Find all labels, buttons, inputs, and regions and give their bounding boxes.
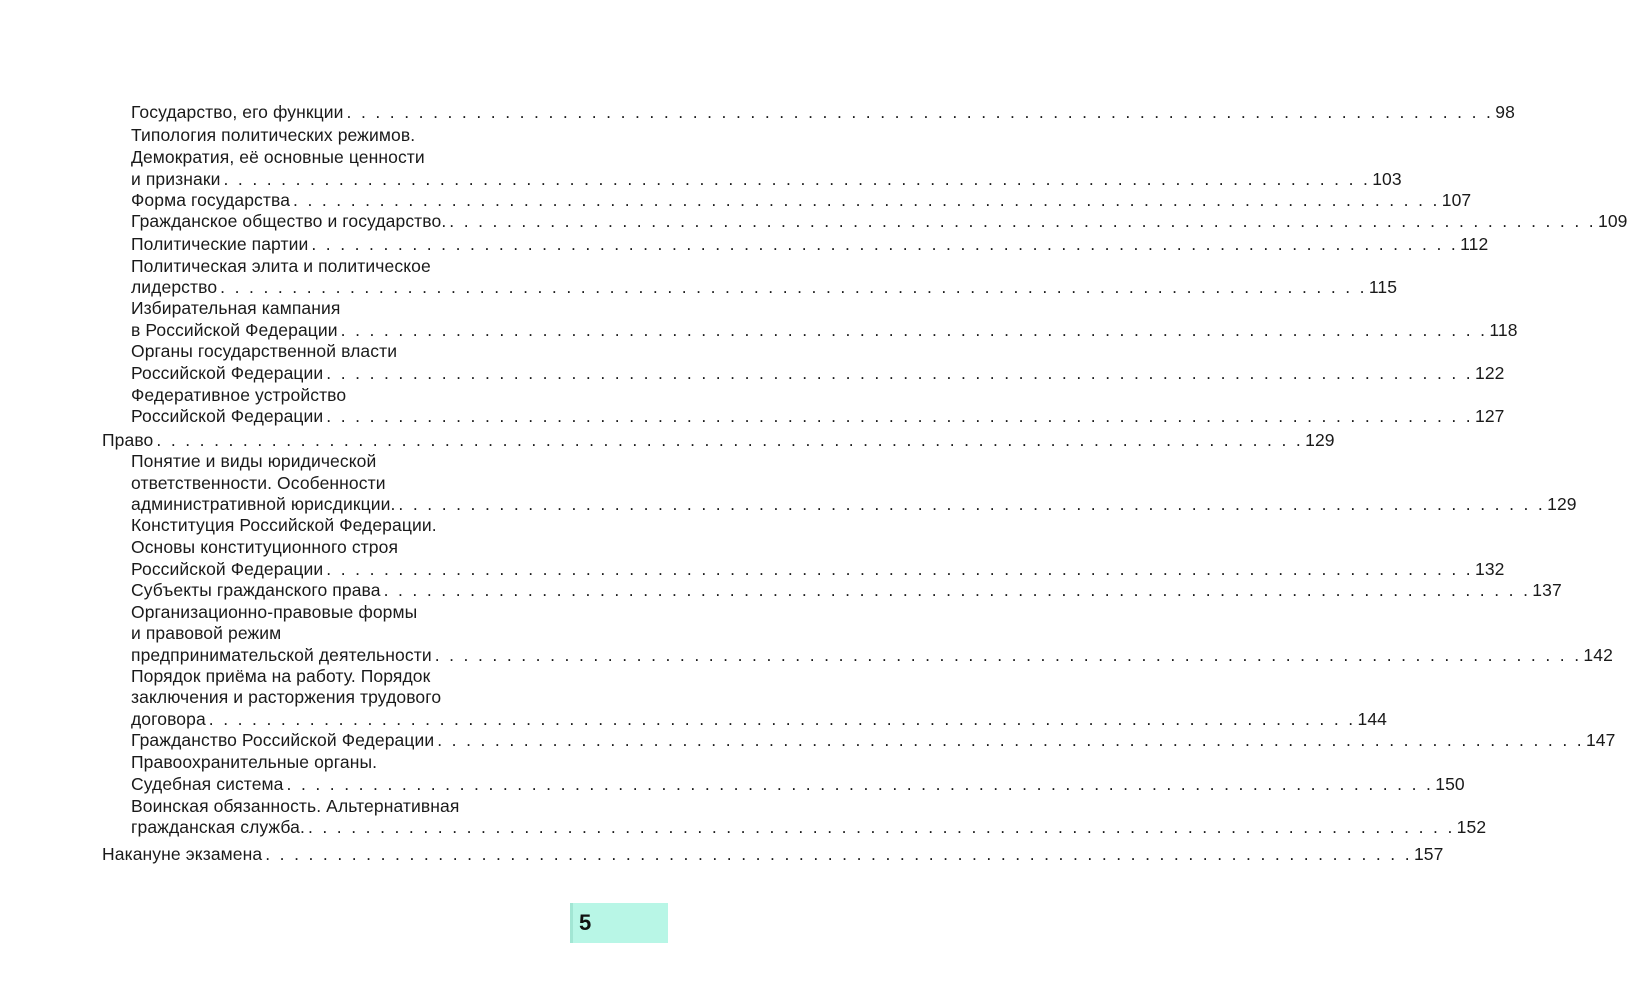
- toc-page-number: 129: [1305, 430, 1335, 450]
- toc-entry-line: [0, 751, 668, 773]
- toc-entry-title: Накануне экзамена: [102, 844, 263, 864]
- toc-entry-line: [0, 340, 668, 362]
- toc-entry-text: заключения и расторжения трудового: [131, 687, 442, 707]
- toc-page-number: 147: [1585, 730, 1616, 750]
- toc-entry-line: [0, 255, 668, 277]
- toc-entry-line: [0, 514, 668, 536]
- toc-entry-title: предпринимательской деятельности: [131, 645, 432, 665]
- toc-entry-text: Порядок приёма на работу. Порядок: [131, 666, 431, 686]
- toc-entry-title: Российской Федерации: [131, 559, 324, 579]
- toc-entry-title: Судебная система: [131, 774, 284, 794]
- toc-entry-title: гражданская служба.: [131, 817, 305, 837]
- toc-entry-title: договора: [131, 709, 206, 729]
- dot-leader: . . . . . . . . . . . . . . . . . . . . . . . . . . . . . . . . . . . . . . . . . . . . . . . . . . . . . . . . . . . . . . . . . . . . . . . . . . . . . . . .: [346, 102, 1494, 122]
- toc-entry-title: Государство, его функции: [131, 102, 344, 122]
- toc-entry-line: [0, 297, 668, 319]
- toc-entry-text: Правоохранительные органы.: [131, 752, 378, 772]
- toc-entry-line: [0, 384, 668, 406]
- toc-page-number: 152: [1456, 817, 1487, 837]
- dot-leader: . . . . . . . . . . . . . . . . . . . . . . . . . . . . . . . . . . . . . . . . . . . . . . . . . . . . . . . . . . . . . . . . . . . . . . . . . . . . . . . .: [340, 320, 1488, 340]
- toc-page-number: 103: [1372, 169, 1402, 189]
- toc-entry-line: [0, 472, 668, 494]
- toc-entry-text: Типология политических режимов.: [131, 125, 416, 145]
- toc-entry[interactable]: [0, 729, 1616, 751]
- toc-entry[interactable]: [0, 773, 1465, 795]
- toc-entry[interactable]: [0, 189, 1472, 211]
- dot-leader: . . . . . . . . . . . . . . . . . . . . . . . . . . . . . . . . . . . . . . . . . . . . . . . . . . . . . . . . . . . . . . . . . . . . . . . . . . . . . . . .: [383, 580, 1531, 600]
- toc-entry-line: [0, 536, 668, 558]
- toc-entry-title: лидерство: [131, 277, 218, 297]
- toc-entry-text: Избирательная кампания: [131, 298, 341, 318]
- toc-entry[interactable]: [0, 362, 1505, 384]
- toc-entry-text: ответственности. Особенности: [131, 473, 386, 493]
- dot-leader: . . . . . . . . . . . . . . . . . . . . . . . . . . . . . . . . . . . . . . . . . . . . . . . . . . . . . . . . . . . . . . . . . . . . . . . . . . . . . . . .: [449, 211, 1596, 231]
- toc-entry[interactable]: [0, 168, 1402, 190]
- toc-entry[interactable]: [0, 816, 1487, 838]
- dot-leader: . . . . . . . . . . . . . . . . . . . . . . . . . . . . . . . . . . . . . . . . . . . . . . . . . . . . . . . . . . . . . . . . . . . . . . . . . . . . . . . .: [307, 817, 1455, 837]
- toc-entry[interactable]: [0, 708, 1387, 730]
- toc-entry-text: и правовой режим: [131, 623, 282, 643]
- toc-entry-text: Политическая элита и политическое: [131, 256, 431, 276]
- dot-leader: . . . . . . . . . . . . . . . . . . . . . . . . . . . . . . . . . . . . . . . . . . . . . . . . . . . . . . . . . . . . . . . . . . . . . . . . . . . . . . . .: [208, 709, 1356, 729]
- toc-page-number: 107: [1441, 190, 1472, 210]
- toc-entry-title: и признаки: [131, 169, 221, 189]
- toc-entry-text: Федеративное устройство: [131, 385, 347, 405]
- toc-entry-title: Политические партии: [131, 234, 309, 254]
- toc-entry-text: Организационно-правовые формы: [131, 602, 418, 622]
- toc-entry[interactable]: [0, 493, 1577, 515]
- dot-leader: . . . . . . . . . . . . . . . . . . . . . . . . . . . . . . . . . . . . . . . . . . . . . . . . . . . . . . . . . . . . . . . . . . . . . . . . . . . . . . . .: [434, 645, 1582, 665]
- toc-page-number: 115: [1368, 277, 1398, 297]
- toc-page-number: 132: [1475, 559, 1505, 579]
- toc-entry-line: [0, 601, 668, 623]
- dot-leader: . . . . . . . . . . . . . . . . . . . . . . . . . . . . . . . . . . . . . . . . . . . . . . . . . . . . . . . . . . . . . . . . . . . . . . . . . . . . . . . .: [156, 430, 1304, 450]
- toc-page-number: 157: [1413, 844, 1444, 864]
- toc-entry[interactable]: [0, 579, 1562, 601]
- toc-page-number: 144: [1357, 709, 1387, 729]
- toc-page-number: 122: [1475, 363, 1505, 383]
- toc-entry-line: [0, 146, 668, 168]
- toc-entry-line: [0, 622, 668, 644]
- toc-page-number: 127: [1475, 406, 1505, 426]
- toc-entry-title: в Российской Федерации: [131, 320, 338, 340]
- dot-leader: . . . . . . . . . . . . . . . . . . . . . . . . . . . . . . . . . . . . . . . . . . . . . . . . . . . . . . . . . . . . . . . . . . . . . . . . . . . . . . . .: [223, 169, 1371, 189]
- toc-entry[interactable]: [0, 319, 1518, 341]
- toc-page-number: 129: [1547, 494, 1577, 514]
- toc-entry-text: Органы государственной власти: [131, 341, 398, 361]
- toc-entry-title: административной юрисдикции.: [131, 494, 396, 514]
- toc-entry[interactable]: [0, 405, 1505, 427]
- dot-leader: . . . . . . . . . . . . . . . . . . . . . . . . . . . . . . . . . . . . . . . . . . . . . . . . . . . . . . . . . . . . . . . . . . . . . . . . . . . . . . . .: [265, 844, 1412, 864]
- dot-leader: . . . . . . . . . . . . . . . . . . . . . . . . . . . . . . . . . . . . . . . . . . . . . . . . . . . . . . . . . . . . . . . . . . . . . . . . . . . . . . . .: [437, 730, 1584, 750]
- toc-entry-title: Российской Федерации: [131, 406, 324, 426]
- toc-entry-line: [0, 124, 668, 146]
- toc-page-number: 112: [1460, 234, 1489, 254]
- dot-leader: . . . . . . . . . . . . . . . . . . . . . . . . . . . . . . . . . . . . . . . . . . . . . . . . . . . . . . . . . . . . . . . . . . . . . . . . . . . . . . . .: [286, 774, 1434, 794]
- toc-page-number: 118: [1489, 320, 1518, 340]
- toc-entry-title: Право: [102, 430, 154, 450]
- dot-leader: . . . . . . . . . . . . . . . . . . . . . . . . . . . . . . . . . . . . . . . . . . . . . . . . . . . . . . . . . . . . . . . . . . . . . . . . . . . . . . . .: [326, 406, 1474, 426]
- toc-entry[interactable]: [0, 233, 1489, 255]
- toc-entry[interactable]: [0, 276, 1398, 298]
- toc-entry-title: Субъекты гражданского права: [131, 580, 381, 600]
- toc-entry[interactable]: [0, 101, 1515, 123]
- toc-entry[interactable]: [0, 210, 1628, 232]
- toc-entry[interactable]: [0, 644, 1613, 666]
- toc-entry-text: Демократия, её основные ценности: [131, 147, 425, 167]
- toc-entry-text: Воинская обязанность. Альтернативная: [131, 796, 460, 816]
- toc-page-number: 142: [1583, 645, 1613, 665]
- toc-page-number: 137: [1532, 580, 1562, 600]
- toc-entry-text: Основы конституционного строя: [131, 537, 399, 557]
- dot-leader: . . . . . . . . . . . . . . . . . . . . . . . . . . . . . . . . . . . . . . . . . . . . . . . . . . . . . . . . . . . . . . . . . . . . . . . . . . . . . . . .: [293, 190, 1440, 210]
- dot-leader: . . . . . . . . . . . . . . . . . . . . . . . . . . . . . . . . . . . . . . . . . . . . . . . . . . . . . . . . . . . . . . . . . . . . . . . . . . . . . . . .: [326, 363, 1474, 383]
- toc-entry-text: Конституция Российской Федерации.: [131, 515, 437, 535]
- toc-entry-title: Гражданское общество и государство.: [131, 211, 447, 231]
- toc-entry-text: Понятие и виды юридической: [131, 451, 377, 471]
- toc-entry[interactable]: [0, 429, 1335, 451]
- dot-leader: . . . . . . . . . . . . . . . . . . . . . . . . . . . . . . . . . . . . . . . . . . . . . . . . . . . . . . . . . . . . . . . . . . . . . . . . . . . . . . . .: [398, 494, 1546, 514]
- page-number: 5: [579, 910, 592, 935]
- toc-entry[interactable]: [0, 843, 1444, 865]
- toc-page-number: 150: [1435, 774, 1465, 794]
- toc-entry-line: [0, 795, 668, 817]
- toc-entry-line: [0, 665, 668, 687]
- toc-entry-title: Российской Федерации: [131, 363, 324, 383]
- toc-page-number: 98: [1495, 102, 1515, 122]
- toc-entry-line: [0, 686, 668, 708]
- toc-entry-title: Форма государства: [131, 190, 291, 210]
- toc-entry[interactable]: [0, 558, 1505, 580]
- dot-leader: . . . . . . . . . . . . . . . . . . . . . . . . . . . . . . . . . . . . . . . . . . . . . . . . . . . . . . . . . . . . . . . . . . . . . . . . . . . . . . . .: [220, 277, 1367, 297]
- toc-entry-title: Гражданство Российской Федерации: [131, 730, 435, 750]
- dot-leader: . . . . . . . . . . . . . . . . . . . . . . . . . . . . . . . . . . . . . . . . . . . . . . . . . . . . . . . . . . . . . . . . . . . . . . . . . . . . . . . .: [311, 234, 1459, 254]
- toc-entry-line: [0, 450, 668, 472]
- dot-leader: . . . . . . . . . . . . . . . . . . . . . . . . . . . . . . . . . . . . . . . . . . . . . . . . . . . . . . . . . . . . . . . . . . . . . . . . . . . . . . . .: [326, 559, 1474, 579]
- toc-page-number: 109: [1598, 211, 1628, 231]
